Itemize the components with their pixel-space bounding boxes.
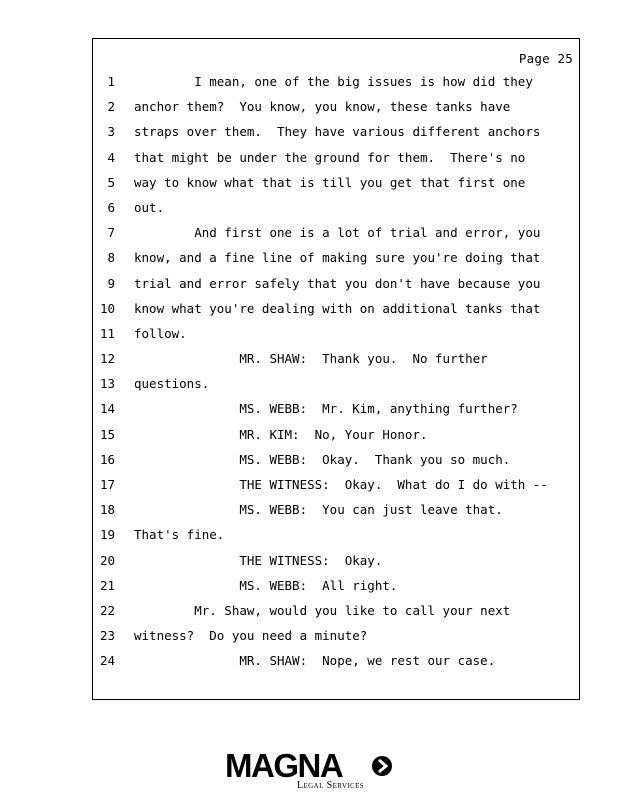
line-text: And first one is a lot of trial and error, you — [134, 225, 541, 241]
transcript-line — [93, 271, 579, 296]
line-text: MR. KIM: No, Your Honor. — [134, 426, 428, 442]
line-number: 6 — [107, 199, 115, 215]
transcript-line — [93, 69, 579, 94]
transcript-line — [93, 170, 579, 195]
line-text: anchor them? You know, you know, these tanks have — [134, 99, 511, 115]
line-text: I mean, one of the big issues is how did they — [134, 74, 533, 89]
line-text: THE WITNESS: Okay. — [134, 552, 383, 568]
transcript-line — [93, 598, 579, 623]
transcript-line — [93, 245, 579, 270]
line-number: 7 — [107, 225, 115, 241]
transcript-line — [93, 346, 579, 371]
line-text: MS. WEBB: Okay. Thank you so much. — [134, 451, 511, 467]
line-number: 18 — [99, 502, 115, 518]
transcript-page — [92, 38, 580, 700]
line-text: Mr. Shaw, would you like to call your next — [134, 602, 511, 618]
transcript-line — [93, 447, 579, 472]
chevron-circle-icon — [371, 755, 393, 777]
line-text: know what you're dealing with on additional tanks that — [134, 300, 541, 316]
line-text: follow. — [134, 325, 187, 341]
line-number: 15 — [99, 426, 115, 442]
magna-logo — [225, 748, 400, 794]
line-number: 14 — [99, 401, 115, 417]
logo-subtitle: Legal Services — [297, 780, 365, 791]
transcript-line — [93, 321, 579, 346]
line-number: 24 — [99, 653, 115, 669]
transcript-line — [93, 94, 579, 119]
transcript-line — [93, 396, 579, 421]
transcript-line — [93, 623, 579, 648]
line-text: know, and a fine line of making sure you're doing that — [134, 250, 541, 266]
line-number: 12 — [99, 351, 115, 367]
line-number: 11 — [99, 325, 115, 341]
transcript-line — [93, 296, 579, 321]
line-number: 19 — [99, 527, 115, 543]
line-number: 23 — [99, 628, 115, 644]
transcript-line — [93, 548, 579, 573]
transcript-line — [93, 422, 579, 447]
line-number: 17 — [99, 477, 115, 492]
line-text: THE WITNESS: Okay. What do I do with -- — [134, 477, 548, 492]
transcript-line — [93, 573, 579, 598]
transcript-line — [93, 195, 579, 220]
transcript-line — [93, 220, 579, 245]
line-text: MS. WEBB: You can just leave that. — [134, 502, 503, 518]
line-number: 3 — [107, 124, 115, 140]
line-number: 1 — [107, 74, 115, 89]
transcript-lines — [93, 69, 579, 674]
transcript-line — [93, 371, 579, 396]
transcript-line — [93, 119, 579, 144]
transcript-line — [93, 145, 579, 170]
line-number: 20 — [99, 552, 115, 568]
transcript-line — [93, 522, 579, 547]
line-number: 10 — [99, 300, 115, 316]
line-text: questions. — [134, 376, 210, 392]
line-text: trial and error safely that you don't have because you — [134, 275, 541, 291]
line-text: MR. SHAW: Nope, we rest our case. — [134, 653, 496, 669]
line-number: 4 — [107, 149, 115, 165]
transcript-line — [93, 497, 579, 522]
line-text: MS. WEBB: All right. — [134, 577, 398, 593]
line-number: 8 — [107, 250, 115, 266]
line-number: 5 — [107, 174, 115, 190]
line-text: way to know what that is till you get that first one — [134, 174, 526, 190]
line-number: 13 — [99, 376, 115, 392]
line-text: MR. SHAW: Thank you. No further — [134, 351, 488, 367]
line-number: 2 — [107, 99, 115, 115]
line-number: 16 — [99, 451, 115, 467]
line-number: 22 — [99, 602, 115, 618]
line-text: that might be under the ground for them. There's no — [134, 149, 526, 165]
page-number: Page 25 — [518, 51, 573, 66]
line-text: out. — [134, 199, 165, 215]
logo-wordmark: MAGNA — [225, 747, 343, 784]
transcript-line — [93, 472, 579, 497]
line-text: witness? Do you need a minute? — [134, 628, 368, 644]
line-text: That's fine. — [134, 527, 225, 543]
line-number: 21 — [99, 577, 115, 593]
transcript-line — [93, 648, 579, 673]
line-number: 9 — [107, 275, 115, 291]
line-text: straps over them. They have various different anchors — [134, 124, 541, 140]
line-text: MS. WEBB: Mr. Kim, anything further? — [134, 401, 518, 417]
